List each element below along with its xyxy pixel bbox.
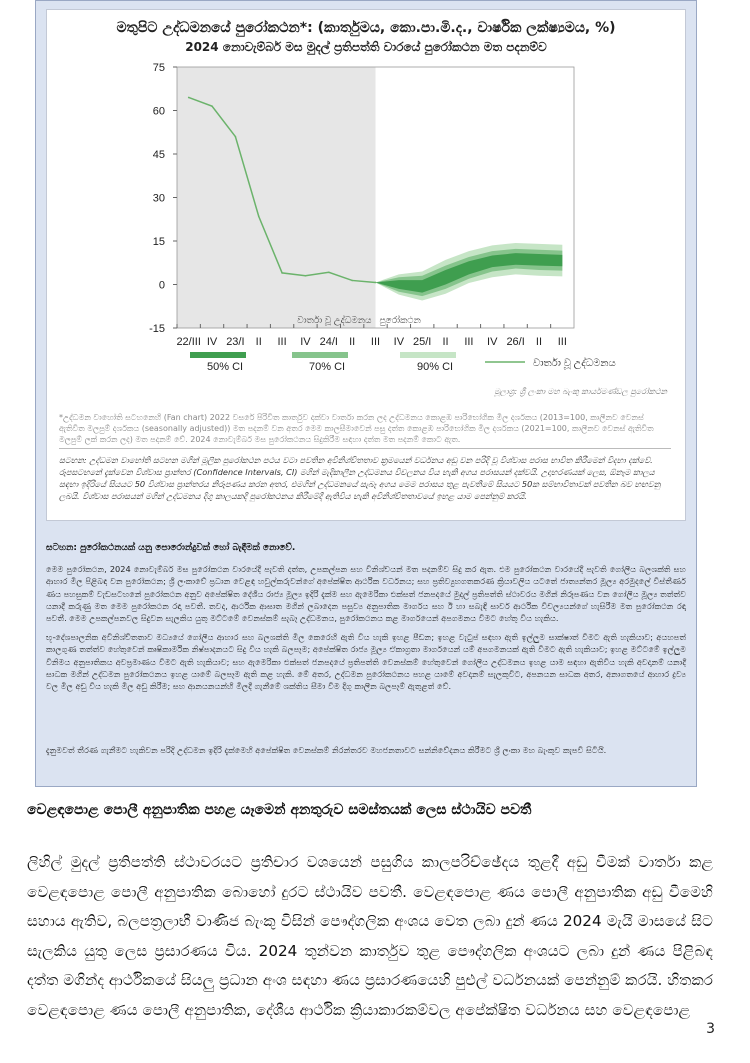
disclaimer-paragraph-3: දැනුමවත් තීරණ ගැනීමට හැකිවන පරිදි උද්ධමන ඉදිරි දැක්මෙහි අපේක්ෂිත වෙනස්කම් නිරන්තරව මහජනතාවට සන්නිවේදනය කිරීමට ශ්‍රී ලංකා මහ බැංකුව කැපවී සිටියි.	[46, 745, 607, 755]
disclaimer-heading: සටහන: පුරෝකථනයක් යනු පොරොන්දුවක් හෝ බැඳීමක් නොවේ.	[46, 543, 296, 553]
y-tick-label: 15	[152, 236, 165, 248]
x-tick-label: 23/I	[226, 336, 245, 348]
legend-ci50-label: 50% CI	[207, 361, 244, 373]
actual-point	[328, 272, 330, 274]
page-number: 3	[706, 1021, 715, 1037]
x-tick-label: II	[535, 336, 543, 348]
actual-period-shade	[177, 67, 376, 328]
y-tick-label: 60	[152, 105, 165, 118]
actual-point	[305, 275, 307, 277]
confidence-interval-note: සටහන: උද්ධමන වාහෝති සටහන මගින් මූලික පුරෝකථන පථය වටා පවතින අවිනිශ්චිතතාව ක්‍රමයෙන් වර්ධනය අඩු වන පරිදි වූ විශ්වාස පරාස භාවිත කිරීමෙන් විදහා දක්වේ. රූපසටහනේ දැක්වෙන විශ්වාස ප්‍රාන්තර (Confidence Intervals, CI) මගින් මැදිකාලීන උද්ධමනය විචලනය විය හැකි අගය පරාසයන් දක්වයි. උදාහරණයක් ලෙස, ඕනෑම කාලය සඳහා ඉදිරියේ සියයට 50 විශ්වාස ප්‍රාන්තරය නිරූපණය කරන අතර, එමගින් උද්ධමනයේ සැබෑ අගය මෙම පරාසය තුළ පැවතීමේ සියයට 50ක සම්භාවිතාවක් පවතින බව හඟවනු ලබයි. විශ්වාස පරාසයන් මගින් උද්ධමනය දිගු කාලයකදී පුරෝකථනය කිරීමේදී ඇතිවිය හැකි අවිනිශ්චිතතාවයේ ඉහළ යාම පෙන්නුම් කරයි.	[59, 455, 661, 501]
y-tick-label: -15	[149, 323, 165, 335]
y-tick-label: 0	[158, 279, 165, 292]
actual-region-label: වාර්තා වූ උද්ධමනය	[297, 315, 372, 325]
actual-point	[188, 97, 190, 99]
chart-title: මතුපිට උද්ධමනයේ පුරෝකථන*: (කාර්තුමය, කො.පා.මි.ද., වාර්ෂික ලක්ෂ්‍යමය, %)	[116, 20, 616, 36]
legend-ci50-swatch	[190, 352, 246, 358]
legend-ci70-swatch	[292, 352, 348, 358]
x-tick-label: IV	[487, 336, 498, 348]
x-tick-label: III	[370, 336, 381, 348]
x-tick-label: 26/I	[506, 336, 525, 348]
x-tick-label: II	[442, 336, 449, 348]
actual-point	[258, 216, 260, 218]
chart-subtitle: 2024 නොවැම්බර් මස මුදල් ප්‍රතිපත්ති වාරයේ පුරෝකථන මත පදනම්ව	[185, 40, 547, 54]
actual-point	[375, 282, 377, 284]
chart-panel	[46, 9, 686, 521]
x-tick-label: IV	[300, 336, 311, 348]
x-tick-label: III	[557, 336, 567, 348]
x-tick-label: IV	[393, 336, 405, 348]
x-tick-label: III	[277, 336, 287, 348]
forecast-region-label: පුරෝකථන	[379, 315, 421, 325]
x-tick-label: III	[464, 336, 474, 348]
legend-actual-label: වාර්තා වූ උද්ධමනය	[533, 358, 616, 369]
actual-point	[211, 105, 213, 107]
x-tick-label: II	[349, 336, 356, 348]
chart-source: මූලාශ්‍ර: ශ්‍රී ලංකා මහ බැංකු කාර්යමණ්ඩල පුරෝකථන	[494, 387, 667, 396]
y-tick-label: 30	[152, 192, 165, 205]
forecast-box	[35, 0, 697, 787]
section-heading: වෙළඳපොළ පොලී අනුපාතික පහළ යෑමෙන් අනතුරුව සමස්තයක් ලෙස ස්ථායිව පවතී	[27, 802, 532, 818]
x-tick-label: II	[255, 336, 262, 348]
x-tick-label: IV	[206, 336, 218, 348]
y-tick-label: 75	[152, 62, 165, 74]
legend-ci90-swatch	[400, 352, 456, 358]
fan-chart	[47, 10, 685, 380]
fan-chart-footnote: *උද්ධමන වාහෝති සටහනෙහි (Fan chart) 2022 වසරේ පිරිවිත කාර්තුව දක්වා වාර්තා කරන ලද උද්ධමනය කොළඹ පාරිභෝගික මිල දර්ශකය (2013=100, කාලීනව වෙනස් ඇතිවිත මලපුම් දර්ශකය (seasonally adjusted)) මත පදනම් වන අතර මෙම කාලසීමාවෙන් පසු දත්ත කොළඹ පාරිභෝගික මිල දර්ශකය (2021=100, කාලීනව වෙනස් ඇතිවිත මලපුම් ලක් කරන ලද) මත පදනම් වේ. 2024 නොවැම්බර් මස පුරෝකථනය සිදුකිරීම සඳහා දත්ත මත පදනම් කොට ඇත.	[59, 413, 654, 444]
legend-ci90-label: 90% CI	[417, 361, 454, 373]
disclaimer-paragraph-2: භූ-දේශපාලනික අවිනිශ්චිතතාව මධ්‍යයේ ගෝලීය ආහාර සහ බලශක්ති මිල කෙරෙහි ඇති විය හැකි ඉහළ පීඩන; ඉහළ වැටුප් සඳහා ඇති ඉල්ලුම සාක්ෂාත් වීමට ඇති හැකියාව; අයහපත් කාලගුණ තත්ත්ව හේතුවෙන් කෘෂිකාර්මික නිෂ්පාදනයට සිදු විය හැකි බලපෑම; අපේක්ෂිත රාජ්‍ය මූල්‍ය ඒකාග්‍රතා මාර්ගයෙන් යම් අපගමනයක් ඇති වීමට ඇති හැකියාව; ඉහළ මට්ටමේ ඉල්ලුම විනිමය අනුපාතිකය අවප්‍රමාණය වීමට ඇති හැකියාව; සහ ඇමෙරිකා එක්සත් ජනපදයේ ප්‍රතිපත්ති වෙනස්කම් හේතුවෙන් ගෝලීය උද්ධමනය ඉහළ යාම සඳහා ඇතිවිය හැකි අවදානම් යනාදී සාධක මගින් උද්ධමන පුරෝකථනය ඉහළ යාමේ බලපෑම ඇති කළ හැකි. මේ අතර, උද්ධමන පුරෝකථනය පහළ යාමේ අවදානම් සැලකුවිට, අපනයන සාධක අතර, අනාගතයේ ආහාර ද්‍රව්‍ය වල මිල අඩු විය හැකි මිල අඩු කිරීම; සහ ආනයනයන්හි මිලදී ගැනීමේ ශක්තිය සීමා වීම දිගු කාලීන බලපෑම් ඇතුළත් වේ.	[46, 632, 686, 692]
x-tick-label: 25/I	[413, 336, 432, 348]
disclaimer-paragraph-1: මෙම පුරෝකථන, 2024 නොවැම්බර් මස පුරෝකථන වාරයේදී පැවති දත්ත, උපකල්පන සහ විනිශ්චයන් මත පදනම්ව සිදු කර ඇත. එම පුරෝකථන වාරයේදී පැවති ගෝලීය බලශක්ති සහ ආහාර මිල පිළිබඳ වන පුරෝකථන; ශ්‍රී ලංකාවේ ප්‍රධාන වෙළඳ හවුල්කරුවන්ගේ අපේක්ෂිත ආර්ථික වර්ධනය; සහ ප්‍රතිව්‍යුහගතකරණ ක්‍රියාවලිය යටතේ ජාත්‍යන්තර මූල්‍ය අරමුදලේ විස්තීර්ණ ණය පහසුකම් වැඩසටහනේ පුරෝකථන අනුව අපේක්ෂිත දේශීය රාජ්‍ය මූල්‍ය ඉදිරි දැක්ම සහ ඇමෙරිකා එක්සත් ජනපදයේ මුදල් ප්‍රතිපත්ති ස්ථාවරය මගින් නිරූපණය වන ගෝලීය මූල්‍ය තත්ත්ව යනාදී කරුණු මත මෙම පුරෝකථන රඳා පවතී. තවද, ආර්ථික ආඝාත මගින් ලබාදෙන පසුව්‍ය අනුපාතික මාර්ගය සහ ඊ හා සබැඳි සාර්ව ආර්ථික විචල්‍යයන්ගේ හැසිරීම මත පුරෝකථන රඳා පවතී. මෙම උපකල්පනවල සිදුවන සැලකිය යුතු මට්ටමේ වෙනස්කම් සැබෑ උද්ධමනය, පුරෝකථනය කළ මාර්ගයෙන් අපගමනය වීමට හේතු විය හැකිය.	[46, 564, 686, 624]
y-tick-label: 45	[152, 149, 165, 161]
legend-ci70-label: 70% CI	[309, 361, 346, 373]
actual-point	[351, 280, 353, 282]
divider	[59, 448, 671, 449]
body-paragraph: ලිහිල් මුදල් ප්‍රතිපත්ති ස්ථාවරයට ප්‍රතිචාර වශයෙන් පසුගිය කාලපරිච්ඡේදය තුළදී අඩු වීමක් වාර්තා කළ වෙළඳපොළ පොලී අනුපාතික බොහෝ දුරට ස්ථායිව පවතී. වෙළඳපොළ ණය පොලී අනුපාතික අඩු වීමෙහි සහාය ඇතිව, බලපත්‍රලාභී වාණිජ බැංකු විසින් පෞද්ගලික අංශය වෙත ලබා දුන් ණය 2024 මැයි මාසයේ සිට සැලකිය යුතු ලෙස ප්‍රසාරණය විය. 2024 තුන්වන කාර්තුව තුළ පෞද්ගලික අංශයට ලබා දුන් ණය පිළිබඳ දත්ත මගින්ද ආර්ථිකයේ සියලු ප්‍රධාන අංශ සඳහා ණය ප්‍රසාරණයෙහි පුළුල් වර්ධනයක් පෙන්නුම් කරයි. හිතකර වෙළඳපොළ ණය පොලී අනුපාතික, දේශීය ආර්ථික ක්‍රියාකාරකම්වල අපේක්ෂිත වර්ධනය සහ වෙළඳපොළ	[27, 853, 714, 1019]
x-tick-label: 24/I	[319, 336, 338, 348]
actual-point	[235, 136, 237, 138]
actual-point	[281, 272, 283, 274]
x-tick-label: 22/III	[176, 336, 201, 348]
